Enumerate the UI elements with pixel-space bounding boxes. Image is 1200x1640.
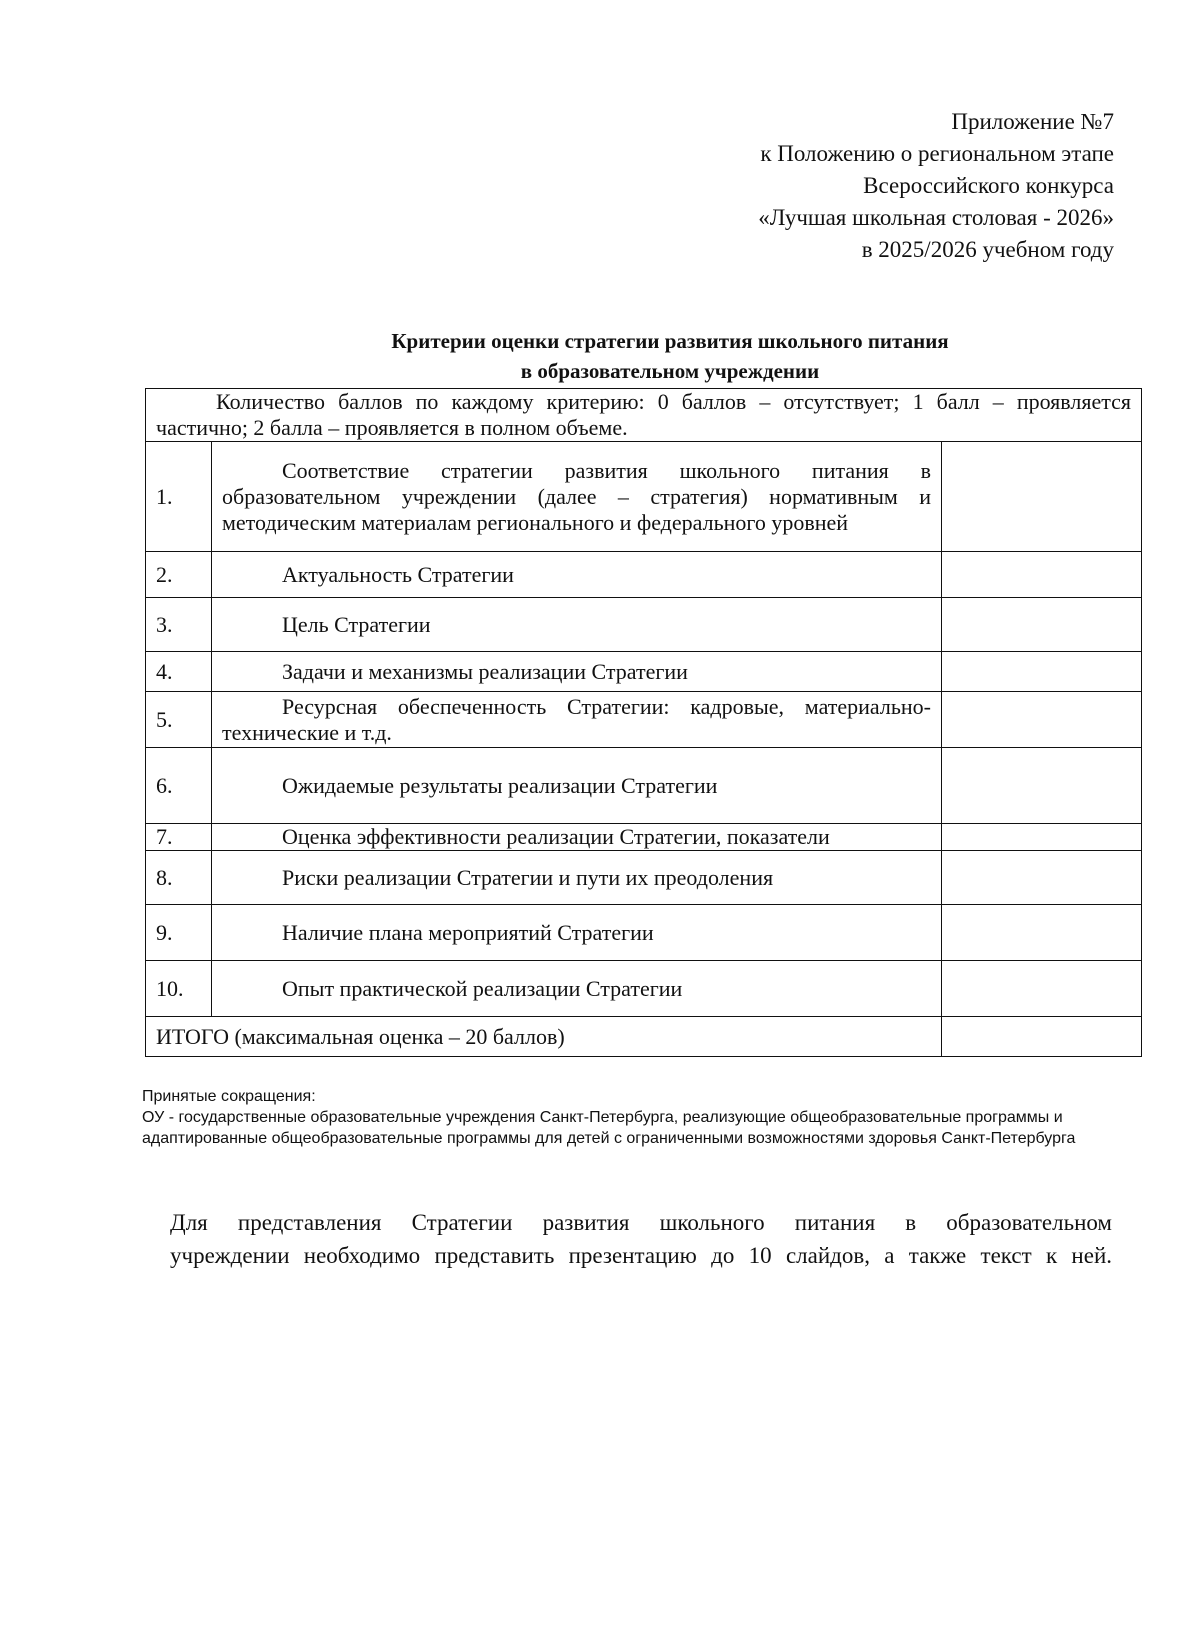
- criterion-number: 6.: [146, 748, 212, 824]
- scoring-scale-note: Количество баллов по каждому критерию: 0 баллов – отсутствует; 1 балл – проявляется частично; 2 балла – проявляется в полном объеме.: [146, 389, 1142, 442]
- criterion-text: Риски реализации Стратегии и пути их преодоления: [212, 851, 942, 905]
- criterion-text: Ресурсная обеспеченность Стратегии: кадровые, материально-технические и т.д.: [212, 692, 942, 748]
- criterion-number: 7.: [146, 824, 212, 851]
- criterion-number: 8.: [146, 851, 212, 905]
- criteria-table: [145, 388, 1142, 1057]
- score-cell[interactable]: [942, 748, 1142, 824]
- criterion-text: Актуальность Стратегии: [212, 552, 942, 598]
- table-row: [146, 652, 1142, 692]
- table-row: [146, 442, 1142, 552]
- score-cell[interactable]: [942, 905, 1142, 961]
- score-cell[interactable]: [942, 961, 1142, 1017]
- criterion-number: 10.: [146, 961, 212, 1017]
- score-cell[interactable]: [942, 692, 1142, 748]
- criterion-text: Задачи и механизмы реализации Стратегии: [212, 652, 942, 692]
- table-row: [146, 961, 1142, 1017]
- criterion-number: 5.: [146, 692, 212, 748]
- abbreviations-text: ОУ - государственные образовательные учреждения Санкт-Петербурга, реализующие общеобразовательные программы и адаптированные общеобразовательные программы для детей с ограниченными возможностями здоровья Санкт-Петербурга: [142, 1109, 1076, 1147]
- total-label: ИТОГО (максимальная оценка – 20 баллов): [146, 1017, 942, 1057]
- document-title-line-2: в образовательном учреждении: [520, 359, 820, 383]
- appendix-header: [758, 106, 1114, 266]
- header-line-school-year: в 2025/2026 учебном году: [861, 237, 1114, 262]
- total-score-cell[interactable]: [942, 1017, 1142, 1057]
- score-cell[interactable]: [942, 652, 1142, 692]
- table-row: [146, 748, 1142, 824]
- header-line-contest-name: «Лучшая школьная столовая - 2026»: [758, 205, 1114, 230]
- abbreviations-note: [142, 1086, 1102, 1149]
- criterion-number: 9.: [146, 905, 212, 961]
- table-row: [146, 824, 1142, 851]
- table-row: [146, 692, 1142, 748]
- header-line-contest: Всероссийского конкурса: [863, 173, 1114, 198]
- presentation-requirement: Для представления Стратегии развития школьного питания в образовательном учреждении необходимо представить презентацию до 10 слайдов, а также текст к ней.: [170, 1210, 1112, 1268]
- document-title: [230, 326, 1110, 386]
- criterion-text: Соответствие стратегии развития школьного питания в образовательном учреждении (далее – стратегия) нормативным и методическим материалам регионального и федерального уровней: [212, 442, 942, 552]
- score-cell[interactable]: [942, 824, 1142, 851]
- header-line-appendix-number: Приложение №7: [951, 109, 1114, 134]
- score-cell[interactable]: [942, 598, 1142, 652]
- criterion-text: Опыт практической реализации Стратегии: [212, 961, 942, 1017]
- criterion-text: Ожидаемые результаты реализации Стратегии: [212, 748, 942, 824]
- table-row: [146, 598, 1142, 652]
- criterion-text: Цель Стратегии: [212, 598, 942, 652]
- header-line-regulation: к Положению о региональном этапе: [760, 141, 1114, 166]
- table-intro-row: [146, 389, 1142, 442]
- table-row: [146, 552, 1142, 598]
- table-row: [146, 851, 1142, 905]
- criterion-number: 2.: [146, 552, 212, 598]
- table-row: [146, 905, 1142, 961]
- criterion-number: 1.: [146, 442, 212, 552]
- score-cell[interactable]: [942, 552, 1142, 598]
- document-title-line-1: Критерии оценки стратегии развития школьного питания: [391, 329, 949, 353]
- score-cell[interactable]: [942, 442, 1142, 552]
- criterion-number: 4.: [146, 652, 212, 692]
- criterion-text: Оценка эффективности реализации Стратегии, показатели: [212, 824, 942, 851]
- score-cell[interactable]: [942, 851, 1142, 905]
- criterion-number: 3.: [146, 598, 212, 652]
- criterion-text: Наличие плана мероприятий Стратегии: [212, 905, 942, 961]
- abbreviations-heading: Принятые сокращения:: [142, 1088, 316, 1105]
- table-total-row: [146, 1017, 1142, 1057]
